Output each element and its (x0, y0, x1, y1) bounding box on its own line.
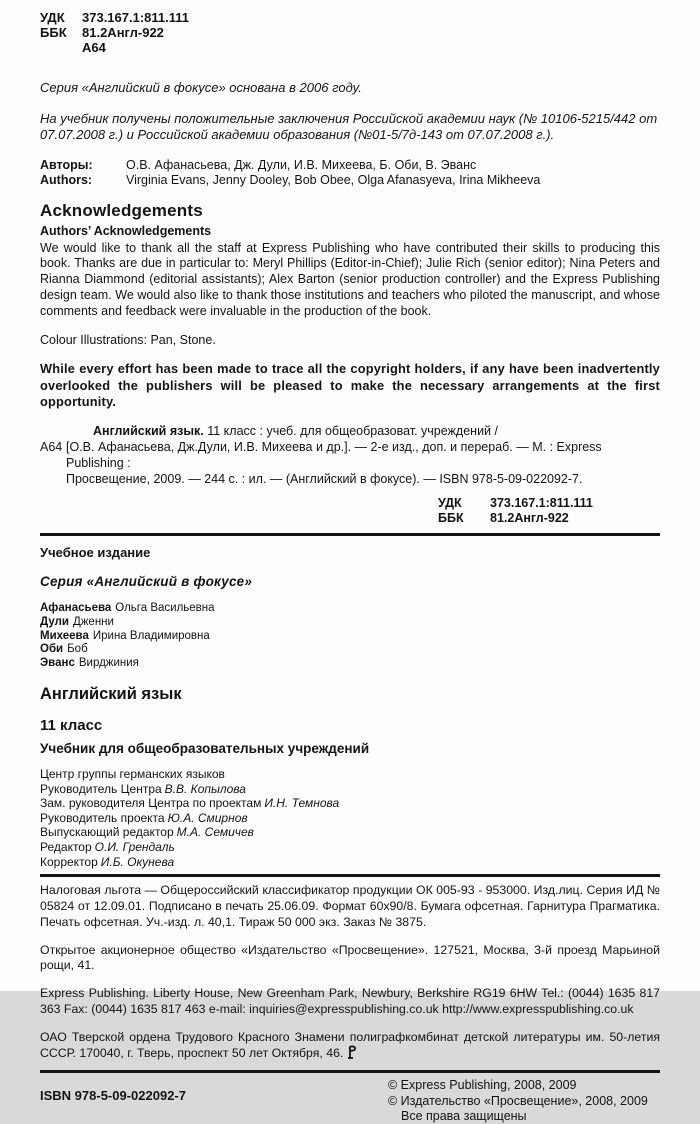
book-title: Английский язык (40, 684, 182, 703)
authors-ru-row (40, 158, 660, 174)
catalog-title-bold: Английский язык. (93, 423, 204, 438)
list-item (40, 796, 660, 811)
printing-house-text: ОАО Тверской ордена Трудового Красного Знамени полиграфкомбинат детской литературы им. 50-летия СССР. 170040, г. Тверь, проспект 50 лет Октября, 46. (40, 1029, 660, 1060)
series-title: Серия «Английский в фокусе» (40, 573, 253, 589)
udk-row (40, 10, 660, 25)
author-firstname: Ольга Васильевна (115, 601, 215, 614)
staff-name: И.Б. Окунева (100, 854, 175, 869)
copyright-prosveshchenie: © Издательство «Просвещение», 2008, 2009 (388, 1093, 648, 1108)
rights-reserved: Все права защищены (401, 1108, 527, 1123)
authors-en-label: Authors: (40, 173, 93, 187)
list-item (40, 855, 660, 870)
catalog-title-rest: 11 класс : учеб. для общеобразоват. учреждений / (203, 423, 498, 438)
bbk-row (40, 25, 660, 40)
catalog-udk-bbk-block (438, 496, 660, 527)
staff-role: Руководитель проекта (40, 810, 165, 825)
printing-house-address (40, 1030, 660, 1064)
acknowledgements-title: Acknowledgements (40, 200, 203, 220)
list-item (40, 616, 660, 630)
footer (40, 1078, 660, 1124)
bbk-value: 81.2Англ-922 (82, 25, 164, 40)
catalog-card-text (66, 423, 660, 487)
isbn-number: ISBN 978-5-09-022092-7 (40, 1088, 186, 1104)
authors-ru-value: О.В. Афанасьева, Дж. Дули, И.В. Михеева, Б. Оби, В. Эванс (126, 157, 477, 172)
copyright-express: © Express Publishing, 2008, 2009 (388, 1078, 577, 1093)
publisher-address: Открытое акционерное общество «Издательство «Просвещение». 127521, Москва, 3-й проезд Марьиной рощи, 41. (40, 942, 660, 973)
catalog-bbk-label: ББК (438, 511, 464, 526)
divider-bottom (40, 1070, 660, 1073)
staff-list (40, 767, 660, 869)
author-firstname: Дженни (72, 615, 114, 628)
author-firstname: Ирина Владимировна (92, 629, 210, 642)
author-surname: Афанасьева (40, 601, 112, 614)
book-subtitle: Учебник для общеобразовательных учреждений (40, 740, 370, 756)
edition-type: Учебное издание (40, 544, 151, 560)
copyright-block (388, 1078, 660, 1124)
staff-role: Зам. руководителя Центра по проектам (40, 796, 262, 811)
staff-role: Выпускающий редактор (40, 825, 174, 840)
staff-role: Руководитель Центра (40, 781, 162, 796)
divider-imprint (40, 874, 660, 877)
express-publishing-address: Express Publishing. Liberty House, New Greenham Park, Newbury, Berkshire RG19 6HW Tel.: (0044) 1635 817 363 Fax: (0044) 1635 817 463 e-mail: inquiries@expresspublishing.co.uk http://www.expresspublishing.co.uk (40, 986, 660, 1016)
staff-name: Ю.А. Смирнов (167, 810, 248, 825)
tax-and-printing-info: Налоговая льгота — Общероссийский классификатор продукции ОК 005-93 - 953000. Изд.лиц. Серия ИД № 05824 от 12.09.01. Подписано в печать 25.06.09. Формат 60х90/8. Бумага офсетная. Гарнитура Прагматика. Печать офсетная. Уч.-изд. л. 40,1. Тираж 50 000 экз. Заказ № 3875. (40, 883, 660, 929)
udk-label: УДК (40, 10, 65, 25)
approval-note: На учебник получены положительные заключения Российской академии наук (№ 10106-5215/442 от 07.07.2008 г.) и Российской академии образования (№01-5/7д-143 от 07.07.2008 г.). (40, 110, 658, 142)
list-item (40, 767, 660, 782)
catalog-udk-label: УДК (438, 495, 462, 510)
colour-illustrations-note: Colour Illustrations: Pan, Stone. (40, 333, 216, 348)
author-surname: Дули (40, 615, 69, 628)
catalog-line-3: Просвещение, 2009. — 244 с. : ил. — (Английский в фокусе). — ISBN 978-5-09-022092-7. (66, 471, 583, 486)
staff-name: И.Н. Темнова (264, 796, 340, 811)
list-item (40, 811, 660, 826)
list-item (40, 643, 660, 657)
author-sign: А64 (82, 40, 106, 55)
printing-house-mark-icon (346, 1046, 356, 1064)
authors-name-list (40, 602, 660, 671)
catalog-card (40, 423, 660, 487)
authors-acknowledgements-subtitle: Authors’ Acknowledgements (40, 223, 212, 238)
catalog-line-2: [О.В. Афанасьева, Дж.Дули, И.В. Михеева и др.]. — 2-е изд., доп. и перераб. — М. : Express Publishing : (66, 439, 602, 470)
list-item (40, 630, 660, 644)
divider-top (40, 533, 660, 536)
staff-name: О.И. Грендаль (94, 839, 175, 854)
authors-en-value: Virginia Evans, Jenny Dooley, Bob Obee, Olga Afanasyeva, Irina Mikheeva (126, 173, 541, 187)
udk-value: 373.167.1:811.111 (82, 10, 190, 25)
author-surname: Михеева (40, 629, 89, 642)
catalog-author-sign: А64 (40, 439, 63, 454)
catalog-title-line (66, 423, 660, 439)
author-surname: Эванс (40, 657, 75, 670)
catalog-bbk-value: 81.2Англ-922 (490, 511, 569, 526)
bbk-label: ББК (40, 25, 67, 40)
staff-name: В.В. Копылова (164, 781, 246, 796)
staff-role: Редактор (40, 839, 92, 854)
list-item (40, 840, 660, 855)
staff-name: М.А. Семичев (176, 825, 254, 840)
list-item (40, 782, 660, 797)
catalog-udk-value: 373.167.1:811.111 (490, 495, 593, 510)
authors-block (40, 158, 660, 189)
authors-en-row (40, 173, 660, 189)
author-firstname: Боб (67, 643, 88, 656)
list-item (40, 825, 660, 840)
list-item (40, 602, 660, 616)
authors-ru-label: Авторы: (40, 157, 93, 172)
series-founded-note: Серия «Английский в фокусе» основана в 2006 году. (40, 80, 362, 95)
author-surname: Оби (40, 643, 64, 656)
author-firstname: Вирджиния (78, 657, 139, 670)
staff-role: Центр группы германских языков (40, 766, 225, 781)
list-item (40, 657, 660, 671)
staff-role: Корректор (40, 854, 98, 869)
acknowledgements-body: We would like to thank all the staff at Express Publishing who have contributed their skills to producing this book. Thanks are due in particular to: Meryl Phillips (Editor-in-Chief); Julie Rich (senior editor); Nina Peters and Rianna Diammond (editorial assistants); Alex Barton (senior production controller) and the Express Publishing design team. We would also like to thank those institutions and teachers who piloted the manuscript, and whose comments and feedback were invaluable in the production of the book. (40, 240, 660, 318)
copyright-trace-notice: While every effort has been made to trace all the copyright holders, if any have been inadvertently overlooked the publishers will be pleased to make the necessary arrangements at the first opportunity. (40, 361, 660, 410)
grade-label: 11 класс (40, 716, 103, 734)
